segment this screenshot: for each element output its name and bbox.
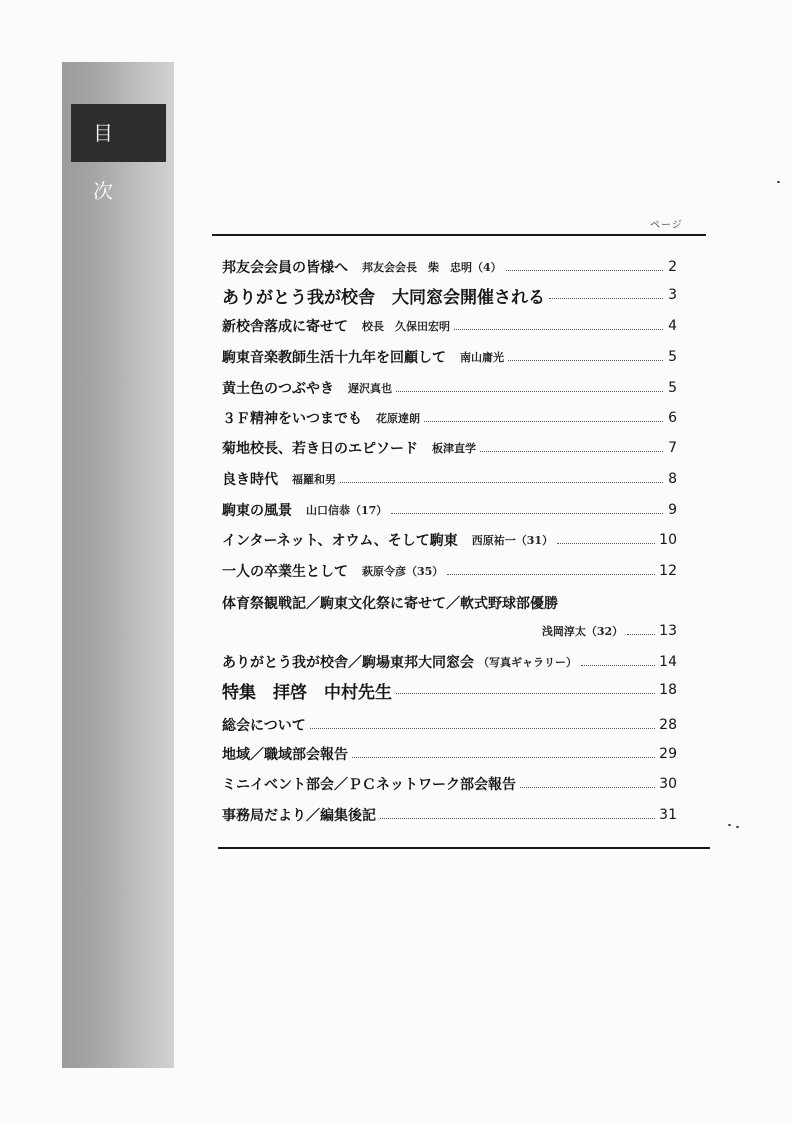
- entry-page: 28: [659, 717, 677, 733]
- dot-leader: [424, 409, 663, 422]
- dot-leader: [310, 716, 655, 729]
- dot-leader: [549, 286, 663, 299]
- entry-author: 邦友会会長 柴 忠明（4）: [362, 261, 502, 274]
- entry-title: 駒東音楽教師生活十九年を回顧して: [222, 350, 446, 366]
- toc-entry[interactable]: [222, 497, 677, 523]
- toc-entry[interactable]: [222, 558, 677, 584]
- entry-title: 総会について: [222, 718, 306, 734]
- entry-page: 8: [668, 471, 677, 487]
- dot-leader: [396, 681, 655, 694]
- dot-leader: [380, 806, 655, 819]
- entry-author: （写真ギャラリー）: [478, 656, 577, 669]
- scan-speck: [728, 824, 731, 826]
- dot-leader: [581, 653, 655, 666]
- toc-entry[interactable]: [222, 313, 677, 339]
- scan-speck: [777, 181, 780, 183]
- entry-author: 萩原令彦（35）: [362, 565, 444, 578]
- dot-leader: [557, 531, 655, 544]
- page-column-label: ページ: [650, 220, 683, 231]
- entry-title: 邦友会会員の皆様へ: [222, 260, 348, 276]
- toc-entry[interactable]: [222, 527, 677, 553]
- toc-entry[interactable]: [222, 649, 677, 675]
- entry-page: 5: [668, 349, 677, 365]
- entry-page: 10: [659, 532, 677, 548]
- dot-leader: [506, 258, 663, 271]
- entry-title: インターネット、オウム、そして駒東: [222, 533, 458, 549]
- entry-author: 西原祐一（31）: [471, 534, 554, 547]
- entry-page: 7: [668, 440, 677, 456]
- toc-entry[interactable]: [222, 802, 677, 828]
- toc-entry[interactable]: [222, 405, 677, 431]
- entry-title: 良き時代: [222, 472, 278, 488]
- entry-author: 板津直学: [432, 442, 476, 455]
- dot-leader: [627, 622, 655, 635]
- entry-title: 菊地校長、若き日のエピソード: [222, 441, 418, 457]
- entry-page: 4: [668, 318, 677, 334]
- toc-entry[interactable]: [222, 435, 677, 461]
- dot-leader: [352, 745, 655, 758]
- entry-author: 南山庸光: [460, 351, 504, 364]
- entry-page: 18: [659, 682, 677, 698]
- entry-author: 遅沢真也: [348, 382, 392, 395]
- entry-title: ありがとう我が校舎 大同窓会開催される: [222, 287, 545, 308]
- toc-entry[interactable]: [222, 677, 677, 703]
- entry-author: 福羅和男: [292, 473, 336, 486]
- entry-page: 9: [668, 502, 677, 518]
- entry-page: 14: [659, 654, 677, 670]
- dot-leader: [480, 439, 663, 452]
- entry-title: ありがとう我が校舎／駒場東邦大同窓会: [222, 655, 474, 671]
- entry-author: 校長 久保田宏明: [362, 320, 450, 333]
- entry-page: 31: [659, 807, 677, 823]
- entry-title: 黄土色のつぶやき: [222, 381, 334, 397]
- entry-page: 2: [668, 259, 677, 275]
- entry-title: 事務局だより／編集後記: [222, 808, 376, 824]
- dot-leader: [520, 775, 655, 788]
- entry-page: 3: [668, 287, 677, 303]
- entry-title: 一人の卒業生として: [222, 564, 348, 580]
- entry-title: 地域／職域部会報告: [222, 747, 348, 763]
- entry-page: 12: [659, 563, 677, 579]
- dot-leader: [340, 470, 663, 483]
- toc-entry-continuation[interactable]: [222, 618, 677, 644]
- toc-entry[interactable]: [222, 590, 677, 616]
- toc-entry[interactable]: [222, 344, 677, 370]
- entry-title: 体育祭観戦記／駒東文化祭に寄せて／軟式野球部優勝: [222, 596, 558, 612]
- toc-entry[interactable]: [222, 282, 677, 308]
- toc-entry[interactable]: [222, 771, 677, 797]
- entry-page: 6: [668, 410, 677, 426]
- entry-page: 30: [659, 776, 677, 792]
- entry-author: 山口信恭（17）: [306, 504, 388, 517]
- entry-title: 新校舎落成に寄せて: [222, 319, 348, 335]
- toc-entry[interactable]: [222, 712, 677, 738]
- entry-page: 13: [659, 623, 677, 639]
- dot-leader: [447, 562, 655, 575]
- dot-leader: [508, 348, 663, 361]
- bottom-rule: [218, 847, 710, 849]
- toc-entry[interactable]: [222, 466, 677, 492]
- toc-entry[interactable]: [222, 254, 677, 280]
- entry-title: 特集 拝啓 中村先生: [222, 682, 392, 703]
- entry-page: 29: [659, 746, 677, 762]
- dot-leader: [396, 379, 663, 392]
- toc-entry[interactable]: [222, 375, 677, 401]
- entry-title: 駒東の風景: [222, 503, 292, 519]
- scan-speck: [736, 826, 739, 828]
- entry-page: 5: [668, 380, 677, 396]
- entry-title: ３Ｆ精神をいつまでも: [222, 411, 362, 427]
- dot-leader: [454, 317, 663, 330]
- dot-leader: [391, 501, 663, 514]
- toc-heading: 目 次: [71, 104, 166, 162]
- entry-author: 花原達朗: [376, 412, 420, 425]
- top-rule: [212, 234, 706, 236]
- toc-entry[interactable]: [222, 741, 677, 767]
- entry-author: 浅岡淳太（32）: [541, 625, 624, 638]
- entry-title: ミニイベント部会／ＰＣネットワーク部会報告: [222, 777, 516, 793]
